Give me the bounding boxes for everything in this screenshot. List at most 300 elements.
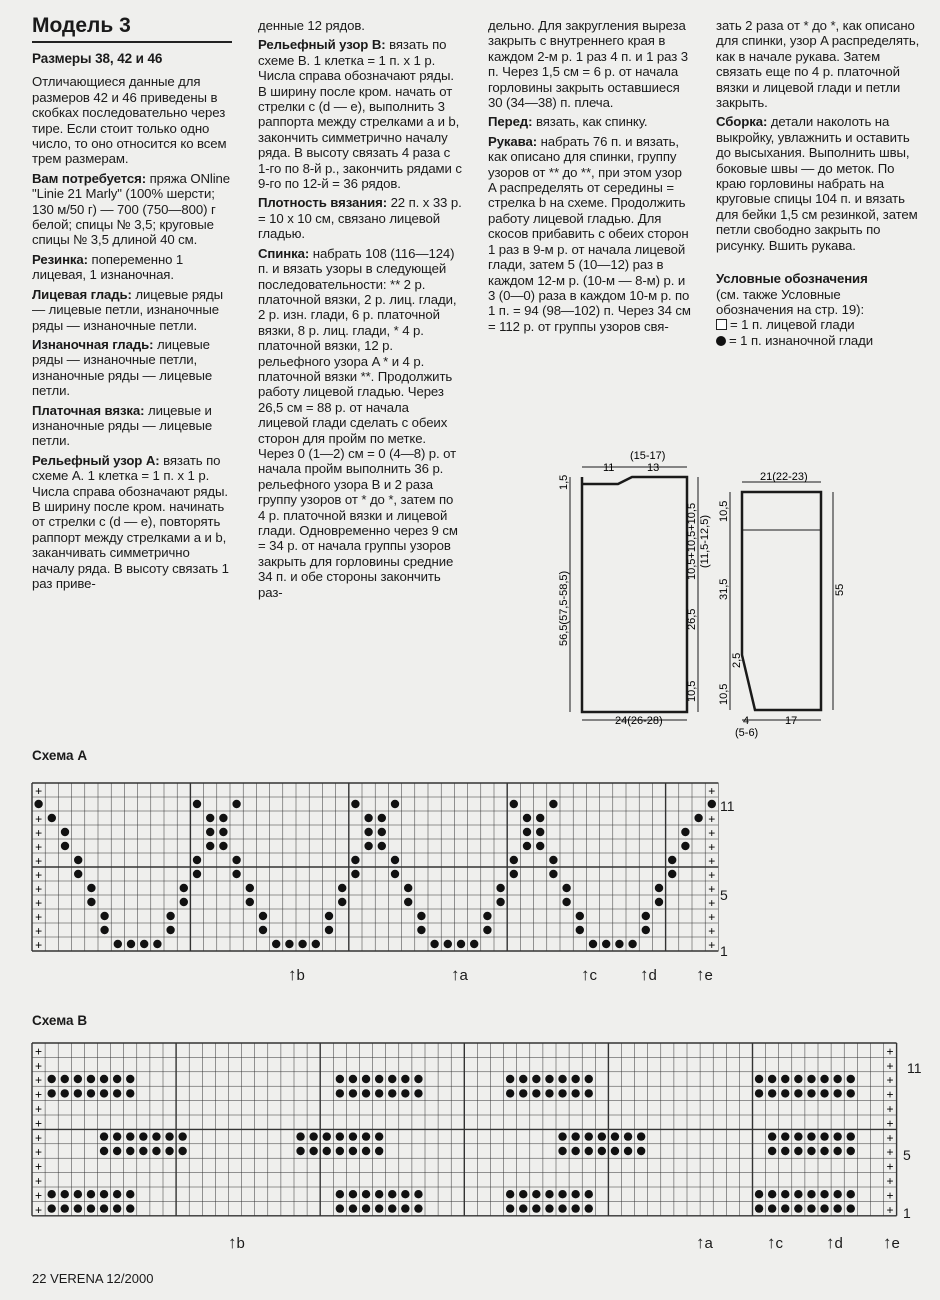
schemaB-purl-dot <box>414 1190 422 1198</box>
materials-text: пряжа ONline "Linie 21 Marly" (100% шерсти; 130 м/50 г) — 700 (750—800) г белой; спицы № 3,5; круговые спицы № 3,5 длиной 40 см. <box>32 170 231 248</box>
schemaB-purl-dot <box>781 1147 789 1155</box>
schemaB-purl-dot <box>624 1132 632 1140</box>
schemaB-purl-dot <box>61 1190 69 1198</box>
back-width: 24(26-28) <box>615 715 663 727</box>
schemaB-purl-dot <box>61 1204 69 1212</box>
schemaB-purl-dot <box>113 1132 121 1140</box>
schemaA-purl-dot <box>259 912 267 920</box>
schemaB-purl-dot <box>414 1204 422 1212</box>
schemaA-purl-dot <box>193 800 201 808</box>
schemaB-purl-dot <box>100 1190 108 1198</box>
schemaB-purl-dot <box>139 1132 147 1140</box>
schemaB-edge-stitch: + <box>886 1044 894 1059</box>
schemaA-purl-dot <box>325 912 333 920</box>
reverse-text: лицевые ряды — изнаночные петли, изнаночные ряды — лицевые петли. <box>32 336 213 399</box>
schemaB-purl-dot <box>349 1147 357 1155</box>
patternB-label: Рельефный узор B: <box>258 37 386 53</box>
schemaB-edge-stitch: + <box>35 1145 43 1160</box>
schemaA-purl-dot <box>232 800 240 808</box>
schemaA-purl-dot <box>642 912 650 920</box>
schemaA-purl-dot <box>232 870 240 878</box>
schemaA-purl-dot <box>338 884 346 892</box>
schemaA-edge-stitch: + <box>708 784 716 798</box>
schemaA-purl-dot <box>391 800 399 808</box>
schemaB-purl-dot <box>126 1190 134 1198</box>
schemaA-purl-dot <box>417 912 425 920</box>
schemaA-purl-dot <box>483 926 491 934</box>
schemaB-purl-dot <box>401 1190 409 1198</box>
schemaA-purl-dot <box>536 814 544 822</box>
schemaB-edge-stitch: + <box>35 1202 43 1217</box>
schemaB-purl-dot <box>545 1089 553 1097</box>
assembly-text: детали наколоть на выкройку, увлажнить и оставить до высыхания. Выполнить швы, боковые швы — до меток. По краю горловины набрать на круговые спицы 104 п. и вязать для бейки 1,5 см резинкой, затем петли свободно закрыть по рисунку. Вшить рукава. <box>716 114 918 253</box>
up-arrow-icon: ↑ <box>883 1233 892 1252</box>
schemaB-purl-dot <box>362 1204 370 1212</box>
schemaA-row-5: 5 <box>720 887 728 903</box>
schemaB-edge-stitch: + <box>35 1188 43 1203</box>
schemaB-purl-dot <box>126 1132 134 1140</box>
schemaB-purl-dot <box>833 1204 841 1212</box>
schemaB-purl-dot <box>624 1147 632 1155</box>
schemaB-purl-dot <box>349 1132 357 1140</box>
schemaB-purl-dot <box>401 1089 409 1097</box>
schemaB-purl-dot <box>807 1075 815 1083</box>
schemaB-purl-dot <box>532 1075 540 1083</box>
schemaB-purl-dot <box>768 1204 776 1212</box>
sizes-heading: Размеры 38, 42 и 46 <box>32 51 163 66</box>
schemaA-purl-dot <box>562 898 570 906</box>
schemaA-purl-dot <box>681 828 689 836</box>
schemaA-purl-dot <box>87 884 95 892</box>
schemaB-edge-stitch: + <box>886 1102 894 1116</box>
schemaA-purl-dot <box>166 926 174 934</box>
sleeves-label: Рукава: <box>488 133 538 149</box>
sleeve-h-total: 55 <box>834 583 846 596</box>
schemaB-purl-dot <box>571 1190 579 1198</box>
up-arrow-icon: ↑ <box>581 965 590 984</box>
schemaB-edge-stitch: + <box>886 1058 894 1073</box>
schemaA-edge-stitch: + <box>35 896 43 910</box>
gauge-text: 22 п. x 33 р. = 10 x 10 см, связано лицевой гладью. <box>258 195 462 242</box>
up-arrow-icon: ↑ <box>640 965 649 984</box>
back-h-arm-a: 10,5+10,5+10,5 <box>686 502 698 580</box>
schemaA-purl-dot <box>325 926 333 934</box>
schemaA-purl-dot <box>219 842 227 850</box>
up-arrow-icon: ↑ <box>288 965 297 984</box>
schemaB-edge-stitch: + <box>35 1044 43 1059</box>
schemaA-purl-dot <box>523 814 531 822</box>
schemaA-purl-dot <box>549 800 557 808</box>
garter-text: лицевые и изнаночные ряды — лицевые петли. <box>32 402 213 449</box>
schemaB-purl-dot <box>585 1147 593 1155</box>
schemaB-purl-dot <box>807 1204 815 1212</box>
up-arrow-icon: ↑ <box>767 1233 776 1252</box>
schemaB-purl-dot <box>571 1147 579 1155</box>
schemaB-purl-dot <box>296 1132 304 1140</box>
intro-text: Отличающиеся данные для размеров 42 и 46 приведены в скобках последовательно через тире. Если стоит только одно число, то оно относится ко всем трем размерам. <box>32 74 227 167</box>
schemaB-purl-dot <box>768 1075 776 1083</box>
schemaB-purl-dot <box>611 1147 619 1155</box>
sleeve-top: 21(22-23) <box>760 471 808 483</box>
schemaB-purl-dot <box>126 1147 134 1155</box>
schemaB-purl-dot <box>781 1089 789 1097</box>
schemaB-row-11: 11 <box>907 1060 922 1076</box>
materials-label: Вам потребуется: <box>32 170 147 186</box>
assembly-label: Сборка: <box>716 114 768 130</box>
schemaA-purl-dot <box>74 870 82 878</box>
schemaA-purl-dot <box>496 898 504 906</box>
schemaB-purl-dot <box>768 1190 776 1198</box>
schemaB-purl-dot <box>87 1190 95 1198</box>
schemaA-purl-dot <box>219 814 227 822</box>
schemaB-purl-dot <box>100 1132 108 1140</box>
back-h-arm-b: (11,5-12,5) <box>699 515 711 568</box>
schemaB-purl-dot <box>794 1190 802 1198</box>
schemaA-edge-stitch: + <box>708 868 716 882</box>
schemaB-purl-dot <box>833 1132 841 1140</box>
schemaB-purl-dot <box>820 1089 828 1097</box>
sleeve-bottom-right: 17 <box>785 715 798 727</box>
schemaB-edge-stitch: + <box>35 1174 43 1188</box>
schemaB-purl-dot <box>74 1075 82 1083</box>
schemaB-purl-dot <box>794 1147 802 1155</box>
schemaB-purl-dot <box>414 1075 422 1083</box>
back-h-neck: 1,5 <box>558 474 570 490</box>
schemaB-purl-dot <box>152 1147 160 1155</box>
schemaB-purl-dot <box>755 1089 763 1097</box>
schemaA-purl-dot <box>285 940 293 948</box>
schemaB-purl-dot <box>585 1132 593 1140</box>
schemaB-purl-dot <box>113 1075 121 1083</box>
schemaA-purl-dot <box>153 940 161 948</box>
schemaB-edge-stitch: + <box>886 1174 894 1188</box>
sleeve-bottom-left: 4 <box>743 715 750 727</box>
schemaA-purl-dot <box>417 926 425 934</box>
schemaB-purl-dot <box>323 1147 331 1155</box>
schemaA-purl-dot <box>642 926 650 934</box>
schemaB-purl-dot <box>847 1132 855 1140</box>
schemaA-purl-dot <box>298 940 306 948</box>
schemaB-purl-dot <box>47 1089 55 1097</box>
schemaA-purl-dot <box>312 940 320 948</box>
schemaA-purl-dot <box>140 940 148 948</box>
schemaB-purl-dot <box>833 1190 841 1198</box>
schemaB-purl-dot <box>87 1089 95 1097</box>
schemaB-purl-dot <box>558 1190 566 1198</box>
schemaA-purl-dot <box>576 926 584 934</box>
schemaA-purl-dot <box>338 898 346 906</box>
schemaB-purl-dot <box>336 1190 344 1198</box>
schemaB-purl-dot <box>755 1204 763 1212</box>
schemaB-purl-dot <box>519 1204 527 1212</box>
schemaB-purl-dot <box>558 1089 566 1097</box>
schemaB-purl-dot <box>820 1190 828 1198</box>
schemaB-purl-dot <box>47 1204 55 1212</box>
schemaB-purl-dot <box>506 1089 514 1097</box>
schemaB-purl-dot <box>165 1132 173 1140</box>
schemaA-purl-dot <box>536 842 544 850</box>
schemaA-purl-dot <box>615 940 623 948</box>
schemaA-purl-dot <box>510 856 518 864</box>
reverse-label: Изнаночная гладь: <box>32 336 154 352</box>
up-arrow-icon: ↑ <box>826 1233 835 1252</box>
rib-label: Резинка: <box>32 251 88 267</box>
schemaA-edge-stitch: + <box>35 854 43 868</box>
schemaB-purl-dot <box>585 1204 593 1212</box>
schemaA-purl-dot <box>114 940 122 948</box>
schemaA-purl-dot <box>100 912 108 920</box>
schemaB-purl-dot <box>178 1132 186 1140</box>
schemaB-purl-dot <box>755 1190 763 1198</box>
schemaA-edge-stitch: + <box>708 896 716 910</box>
schemaA-purl-dot <box>166 912 174 920</box>
schemaB-purl-dot <box>847 1204 855 1212</box>
schemaA-purl-dot <box>549 856 557 864</box>
up-arrow-icon: ↑ <box>696 1233 705 1252</box>
schemaB-purl-dot <box>833 1089 841 1097</box>
schemaA-edge-stitch: + <box>708 826 716 840</box>
schemaB-purl-dot <box>532 1190 540 1198</box>
schemaB-purl-dot <box>768 1089 776 1097</box>
schemaB-purl-dot <box>87 1075 95 1083</box>
schemaA-purl-dot <box>206 842 214 850</box>
schemaA-purl-dot <box>523 842 531 850</box>
schemaA-edge-stitch: + <box>35 826 43 840</box>
schemaB-purl-dot <box>558 1147 566 1155</box>
schemaB-purl-dot <box>336 1089 344 1097</box>
schemaB-purl-dot <box>100 1204 108 1212</box>
schemaB-purl-dot <box>336 1147 344 1155</box>
schemaA-purl-dot <box>246 884 254 892</box>
schemaB-purl-dot <box>74 1089 82 1097</box>
schemaB-purl-dot <box>388 1089 396 1097</box>
schemaA-purl-dot <box>206 828 214 836</box>
back-text: набрать 108 (116—124) п. и вязать узоры в следующей последовательности: ** 2 р. платочной вязки, 2 р. лиц. глади, 2 р. изн. глади, 6 р. платочной вязки, 8 р. лиц. глади, * 4 р. платочной вязки, 12 р. рельефного узора A * и 4 р. платочной вязки **. Продолжить работу лицевой гладью. Через 26,5 см = 88 р. от начала лицевой глади сделать с обеих сторон для пройм по метке. Через 0 (1—2) см = 0 (4—8) р. от начала пройм выполнить 36 р. рельефного узора B и 2 раза группу узоров от * до *, затем по 4 р. платочной вязки и лицевой глади. Одновременно через 9 см = 34 р. от начала группы узоров закрыть для горловины средние 34 п. и обе стороны закончить раз- <box>258 245 458 600</box>
schemaB-edge-stitch: + <box>886 1202 894 1217</box>
schemaA-edge-stitch: + <box>35 868 43 882</box>
schemaB-purl-dot <box>165 1147 173 1155</box>
schemaB-purl-dot <box>296 1147 304 1155</box>
schemaB-purl-dot <box>807 1190 815 1198</box>
back-top-left: 11 <box>603 462 615 474</box>
schemaA-edge-stitch: + <box>35 910 43 924</box>
schemaA-purl-dot <box>404 884 412 892</box>
schemaB-purl-dot <box>598 1147 606 1155</box>
schemaA-purl-dot <box>180 884 188 892</box>
schemaA-edge-stitch: + <box>35 938 43 952</box>
schemaB-purl-dot <box>847 1190 855 1198</box>
schemaB-edge-stitch: + <box>886 1116 894 1131</box>
schemaB-purl-dot <box>820 1132 828 1140</box>
schemaA-purl-dot <box>391 870 399 878</box>
schemaA-edge-stitch: + <box>708 840 716 854</box>
schemaA-purl-dot <box>193 856 201 864</box>
schemaB-purl-dot <box>362 1089 370 1097</box>
schemaB-purl-dot <box>61 1075 69 1083</box>
schemaB-purl-dot <box>598 1132 606 1140</box>
sleeve-h-bottom: 10,5 <box>718 683 730 705</box>
schemaA-purl-dot <box>681 842 689 850</box>
schemaB-purl-dot <box>781 1132 789 1140</box>
schemaB-purl-dot <box>807 1132 815 1140</box>
schemaB-purl-dot <box>100 1075 108 1083</box>
schemaA-purl-dot <box>444 940 452 948</box>
schemaA-purl-dot <box>549 870 557 878</box>
schemaA-purl-dot <box>496 884 504 892</box>
schemaB-purl-dot <box>401 1075 409 1083</box>
schemaB-purl-dot <box>336 1132 344 1140</box>
schemaB-row-5: 5 <box>903 1147 911 1163</box>
schemaB-purl-dot <box>100 1147 108 1155</box>
schemaA-purl-dot <box>259 926 267 934</box>
schemaB-purl-dot <box>532 1089 540 1097</box>
schemaA-purl-dot <box>536 828 544 836</box>
schemaA-purl-dot <box>272 940 280 948</box>
stockinette-text: лицевые ряды — лицевые петли, изнаночные ряды — изнаночные петли. <box>32 286 223 333</box>
schemaA-edge-stitch: + <box>708 924 716 938</box>
schemaB-purl-dot <box>545 1190 553 1198</box>
schemaA-purl-dot <box>34 800 42 808</box>
schemaA-purl-dot <box>483 912 491 920</box>
schemaB-purl-dot <box>362 1147 370 1155</box>
schemaA-purl-dot <box>602 940 610 948</box>
schemaA-purl-dot <box>193 870 201 878</box>
schemaB-title: Схема B <box>32 1013 88 1028</box>
schemaA-purl-dot <box>430 940 438 948</box>
schemaA-edge-stitch: + <box>35 812 43 826</box>
schemaB-purl-dot <box>323 1132 331 1140</box>
schemaA-arrow-d: ↑d <box>640 965 657 984</box>
schemaB-purl-dot <box>571 1204 579 1212</box>
schemaB-purl-dot <box>309 1132 317 1140</box>
schemaA-purl-dot <box>364 828 372 836</box>
schemaA-edge-stitch: + <box>708 812 716 826</box>
stockinette-label: Лицевая гладь: <box>32 286 132 302</box>
schemaB-purl-dot <box>178 1147 186 1155</box>
schemaB-purl-dot <box>558 1132 566 1140</box>
schemaB-purl-dot <box>113 1190 121 1198</box>
up-arrow-icon: ↑ <box>696 965 705 984</box>
schemaB-purl-dot <box>820 1075 828 1083</box>
schemaA-purl-dot <box>364 814 372 822</box>
schemaB-purl-dot <box>74 1204 82 1212</box>
sleeve-h-mid: 31,5 <box>718 578 730 600</box>
schemaB-purl-dot <box>794 1075 802 1083</box>
schemaA-arrow-a: ↑a <box>451 965 468 984</box>
garter-label: Платочная вязка: <box>32 402 145 418</box>
schemaB-purl-dot <box>519 1075 527 1083</box>
schemaA-purl-dot <box>391 856 399 864</box>
schemaB-purl-dot <box>781 1190 789 1198</box>
schemaB-edge-stitch: + <box>886 1188 894 1203</box>
patternB-text: вязать по схеме B. 1 клетка = 1 п. x 1 р. Числа справа обозначают ряды. В ширину после кром. начать от стрелки c (d — e), выполнить 3 раппорта между стрелками a и b, закончить симметрично началу ряда. В высоту связать 4 раза с 1-го по 8-й р., закончить рядами с 9-го по 12-й = 36 рядов. <box>258 37 462 192</box>
schemaB-edge-stitch: + <box>886 1073 894 1088</box>
back-top-right: 13 <box>647 462 660 474</box>
model-title: Модель 3 <box>32 14 232 43</box>
schemaB-purl-dot <box>349 1089 357 1097</box>
schemaB-purl-dot <box>585 1089 593 1097</box>
legend-purl-text: = 1 п. изнаночной глади <box>729 332 874 348</box>
schemaA-purl-dot <box>668 870 676 878</box>
schemaA-purl-dot <box>127 940 135 948</box>
schemaA-purl-dot <box>589 940 597 948</box>
schemaA-purl-dot <box>61 828 69 836</box>
schemaB-purl-dot <box>309 1147 317 1155</box>
schemaB-purl-dot <box>794 1204 802 1212</box>
sleeve-h-top: 10,5 <box>718 500 730 522</box>
schemaA-arrow-b: ↑b <box>288 965 305 984</box>
schemaB-edge-stitch: + <box>35 1073 43 1088</box>
schemaB-purl-dot <box>506 1204 514 1212</box>
schemaB-purl-dot <box>113 1089 121 1097</box>
schemaB-purl-dot <box>506 1075 514 1083</box>
schemaB-purl-dot <box>768 1132 776 1140</box>
schemaA-edge-stitch: + <box>708 882 716 896</box>
schemaB-purl-dot <box>362 1190 370 1198</box>
schemaA-purl-dot <box>510 870 518 878</box>
schemaB-purl-dot <box>47 1190 55 1198</box>
schemaA-purl-dot <box>404 898 412 906</box>
schemaB-purl-dot <box>807 1147 815 1155</box>
schemaB-purl-dot <box>375 1075 383 1083</box>
schemaA-purl-dot <box>655 898 663 906</box>
patternA-cont: денные 12 рядов. <box>258 18 365 33</box>
schemaA-purl-dot <box>470 940 478 948</box>
schemaB-purl-dot <box>349 1204 357 1212</box>
rib-text: попеременно 1 лицевая, 1 изнаночная. <box>32 251 184 283</box>
schemaB-purl-dot <box>47 1075 55 1083</box>
front-text: вязать, как спинку. <box>535 114 648 130</box>
schemaB-purl-dot <box>519 1190 527 1198</box>
back-top-total: (15-17) <box>630 450 666 462</box>
schemaB-purl-dot <box>375 1204 383 1212</box>
schemaB-purl-dot <box>126 1089 134 1097</box>
schemaA-purl-dot <box>364 842 372 850</box>
schemaB-purl-dot <box>847 1089 855 1097</box>
schemaB-purl-dot <box>545 1204 553 1212</box>
schemaB-row-1: 1 <box>903 1205 911 1221</box>
schemaA-purl-dot <box>87 898 95 906</box>
schemaA-purl-dot <box>48 814 56 822</box>
back-h-mid: 26,5 <box>686 608 698 630</box>
schemaB-edge-stitch: + <box>886 1159 894 1174</box>
up-arrow-icon: ↑ <box>451 965 460 984</box>
schemaB-purl-dot <box>375 1147 383 1155</box>
sleeve-bottom-sub: (5-6) <box>735 727 759 739</box>
schemaA-purl-dot <box>457 940 465 948</box>
schemaB-purl-dot <box>375 1132 383 1140</box>
schemaB-purl-dot <box>152 1132 160 1140</box>
schemaA-purl-dot <box>655 884 663 892</box>
schemaB-purl-dot <box>61 1089 69 1097</box>
schemaA-purl-dot <box>378 814 386 822</box>
up-arrow-icon: ↑ <box>228 1233 237 1252</box>
schemaB-purl-dot <box>558 1204 566 1212</box>
schemaA-row-1: 1 <box>720 943 728 959</box>
schemaA-purl-dot <box>246 898 254 906</box>
schemaB-arrow-e: ↑e <box>883 1233 900 1252</box>
schemaB-purl-dot <box>388 1075 396 1083</box>
schemaB-purl-dot <box>807 1089 815 1097</box>
sleeves-text: набрать 76 п. и вязать, как описано для спинки, группу узоров от ** до **, при этом узор A распределять от середины = стрелка b на схеме. Продолжить работу лицевой гладью. Для скосов прибавить с обеих сторон 1 раз в 9-м р. от начала лицевой глади, затем 5 (10—12) раз в каждом 12-м р. (10-м — 8-м) р. и 3 (0—0) раза в каждом 10-м р. по 1 п. = 94 (98—102) п. Через 34 см = 112 р. от группы узоров свя- <box>488 133 691 334</box>
schemaA-edge-stitch: + <box>35 924 43 938</box>
schemaB-purl-dot <box>139 1147 147 1155</box>
schemaB-purl-dot <box>375 1190 383 1198</box>
schemaB-purl-dot <box>794 1132 802 1140</box>
schemaA-purl-dot <box>694 814 702 822</box>
schemaA-title: Схема A <box>32 748 88 763</box>
schemaA-purl-dot <box>100 926 108 934</box>
